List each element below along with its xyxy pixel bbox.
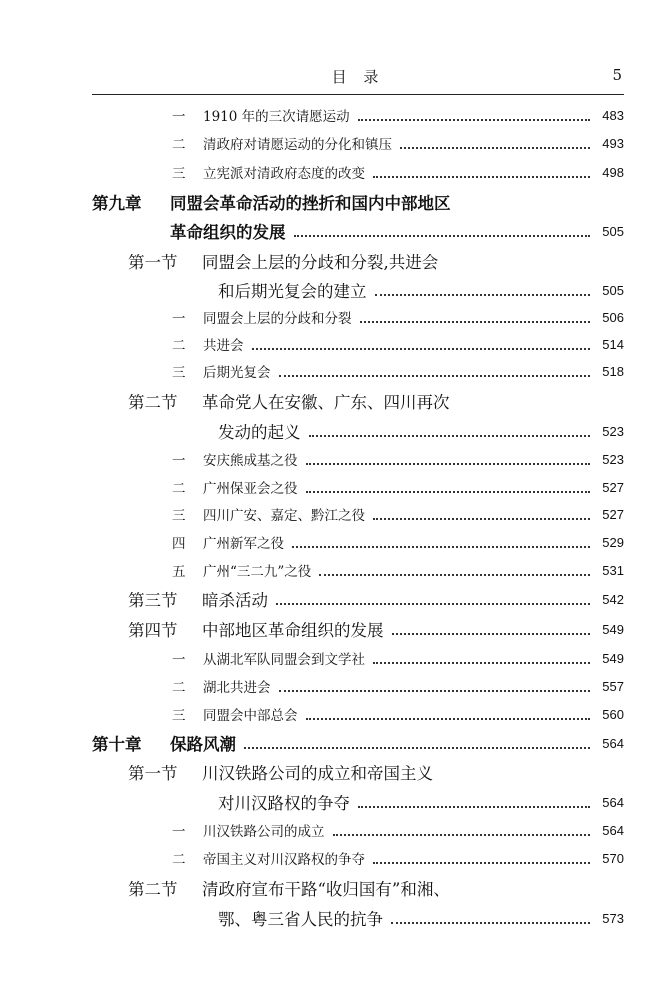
toc-entry-title: 同盟会中部总会 <box>203 708 298 724</box>
toc-entry <box>0 386 652 416</box>
toc-entry-number: 三 <box>172 508 186 524</box>
dot-leader <box>358 796 590 808</box>
dot-leader <box>244 737 590 749</box>
toc-entry-page: 523 <box>602 451 624 467</box>
toc-entry-number: 第十章 <box>92 735 142 754</box>
dot-leader <box>279 365 591 377</box>
dot-leader <box>400 137 590 149</box>
toc-entry-number: 五 <box>172 564 186 580</box>
toc-entry-page: 564 <box>602 735 624 751</box>
toc-entry-number: 第一节 <box>128 253 178 272</box>
toc-entry-page: 564 <box>602 794 624 810</box>
toc-entry <box>0 699 652 729</box>
toc-entry-page: 527 <box>602 479 624 495</box>
toc-entry-title: 从湖北军队同盟会到文学社 <box>203 652 365 668</box>
toc-entry-page: 557 <box>602 678 624 694</box>
toc-entry-title: 广州保亚会之役 <box>203 481 298 497</box>
toc-entry-title: 鄂、粤三省人民的抗争 <box>218 910 383 929</box>
dot-leader <box>306 708 591 720</box>
toc-entry-title: 革命党人在安徽、广东、四川再次 <box>202 393 450 412</box>
toc-entry <box>0 416 652 446</box>
toc-entry-title: 同盟会革命活动的挫折和国内中部地区 <box>170 194 451 213</box>
toc-entry-title: 保路风潮 <box>170 735 236 754</box>
toc-entry-title: 四川广安、嘉定、黔江之役 <box>203 508 365 524</box>
toc-entry-title: 革命组织的发展 <box>170 223 286 242</box>
toc-entry <box>0 815 652 845</box>
toc-entry-number: 二 <box>172 338 186 354</box>
toc-entry-title: 立宪派对清政府态度的改变 <box>203 166 365 182</box>
toc-entry <box>0 246 652 276</box>
toc-entry <box>0 302 652 332</box>
toc-entry-page: 483 <box>602 107 624 123</box>
toc-entry <box>0 643 652 673</box>
running-header <box>92 62 624 95</box>
toc-entry-title: 川汉铁路公司的成立 <box>203 824 325 840</box>
toc-entry <box>0 671 652 701</box>
toc-entry-page: 514 <box>602 336 624 352</box>
toc-entry-number: 二 <box>172 137 186 153</box>
toc-entry-title: 安庆熊成基之役 <box>203 453 298 469</box>
toc-entry <box>0 843 652 873</box>
dot-leader <box>292 536 590 548</box>
toc-entry-number: 二 <box>172 481 186 497</box>
toc-entry <box>0 444 652 474</box>
toc-entry-title: 对川汉路权的争夺 <box>218 794 350 813</box>
toc-entry <box>0 329 652 359</box>
toc-entry-page: 493 <box>602 135 624 151</box>
header-page-number: 5 <box>612 66 622 84</box>
toc-entry-page: 573 <box>602 910 624 926</box>
toc-entry <box>0 157 652 187</box>
dot-leader <box>391 912 590 924</box>
toc-entry <box>0 728 652 758</box>
toc-entry-number: 二 <box>172 852 186 868</box>
toc-entry <box>0 903 652 933</box>
toc-entry-title: 清政府宣布干路“收归国有”和湘、 <box>202 880 450 899</box>
toc-entry <box>0 472 652 502</box>
toc-entry-title: 发动的起义 <box>218 423 301 442</box>
dot-leader <box>373 652 590 664</box>
toc-entry <box>0 216 652 246</box>
toc-entry-title: 帝国主义对川汉路权的争夺 <box>203 852 365 868</box>
dot-leader <box>294 225 591 237</box>
toc-entry-title: 同盟会上层的分歧和分裂 <box>203 311 352 327</box>
dot-leader <box>306 453 591 465</box>
dot-leader <box>279 680 591 692</box>
toc-entry <box>0 275 652 305</box>
toc-entry-number: 三 <box>172 365 186 381</box>
dot-leader <box>309 425 591 437</box>
toc-entry-page: 570 <box>602 850 624 866</box>
dot-leader <box>373 852 590 864</box>
toc-entry-title: 同盟会上层的分歧和分裂,共进会 <box>202 253 439 272</box>
toc-entry-title: 后期光复会 <box>203 365 271 381</box>
toc-entry-page: 505 <box>602 282 624 298</box>
toc-entry-number: 二 <box>172 680 186 696</box>
toc-entry-title: 暗杀活动 <box>202 591 268 610</box>
toc-entry-number: 第四节 <box>128 621 178 640</box>
toc-entry <box>0 584 652 614</box>
toc-entry-title: 1910 年的三次请愿运动 <box>203 109 350 125</box>
toc-entry <box>0 187 652 217</box>
toc-entry <box>0 128 652 158</box>
toc-entry <box>0 757 652 787</box>
toc-entry-title: 川汉铁路公司的成立和帝国主义 <box>202 764 433 783</box>
toc-entry-page: 564 <box>602 822 624 838</box>
dot-leader <box>306 481 591 493</box>
toc-entry-page: 505 <box>602 223 624 239</box>
toc-entry <box>0 356 652 386</box>
toc-entry-number: 一 <box>172 824 186 840</box>
toc-entry-page: 498 <box>602 164 624 180</box>
toc-entry <box>0 100 652 130</box>
dot-leader <box>375 284 591 296</box>
toc-entry-title: 中部地区革命组织的发展 <box>202 621 384 640</box>
toc-entry-number: 三 <box>172 708 186 724</box>
toc-entry-title: 和后期光复会的建立 <box>218 282 367 301</box>
toc-entry-page: 523 <box>602 423 624 439</box>
toc-entry-title: 湖北共进会 <box>203 680 271 696</box>
toc-entry-title: 共进会 <box>203 338 244 354</box>
toc-entry-number: 第二节 <box>128 393 178 412</box>
dot-leader <box>333 824 591 836</box>
toc-entry <box>0 614 652 644</box>
toc-entry-number: 第九章 <box>92 194 142 213</box>
toc-entry-page: 529 <box>602 534 624 550</box>
toc-entry-page: 549 <box>602 621 624 637</box>
toc-entry-number: 一 <box>172 652 186 668</box>
toc-entry-number: 一 <box>172 109 186 125</box>
toc-entry-page: 531 <box>602 562 624 578</box>
toc-entry-page: 506 <box>602 309 624 325</box>
dot-leader <box>360 311 591 323</box>
toc-entry <box>0 555 652 585</box>
toc-entry-number: 第一节 <box>128 764 178 783</box>
toc-entry-number: 一 <box>172 311 186 327</box>
dot-leader <box>392 623 591 635</box>
toc-entry-title: 广州新军之役 <box>203 536 284 552</box>
toc-entry <box>0 787 652 817</box>
toc-entry-page: 527 <box>602 506 624 522</box>
toc-entry <box>0 873 652 903</box>
dot-leader <box>276 593 590 605</box>
dot-leader <box>373 508 590 520</box>
dot-leader <box>319 564 590 576</box>
dot-leader <box>252 338 591 350</box>
toc-entry-number: 第二节 <box>128 880 178 899</box>
toc-entry <box>0 499 652 529</box>
toc-entry-number: 一 <box>172 453 186 469</box>
toc-entry-number: 第三节 <box>128 591 178 610</box>
dot-leader <box>358 109 590 121</box>
toc-entry-number: 三 <box>172 166 186 182</box>
toc-entry-title: 广州“三二九”之役 <box>203 564 312 580</box>
toc-entry-page: 560 <box>602 706 624 722</box>
toc-entry-number: 四 <box>172 536 186 552</box>
toc-entry-page: 549 <box>602 650 624 666</box>
toc-entry-page: 542 <box>602 591 624 607</box>
header-title: 目 录 <box>331 68 385 86</box>
toc-entry-page: 518 <box>602 363 624 379</box>
dot-leader <box>373 166 590 178</box>
toc-entry <box>0 527 652 557</box>
toc-entry-title: 清政府对请愿运动的分化和镇压 <box>203 137 392 153</box>
